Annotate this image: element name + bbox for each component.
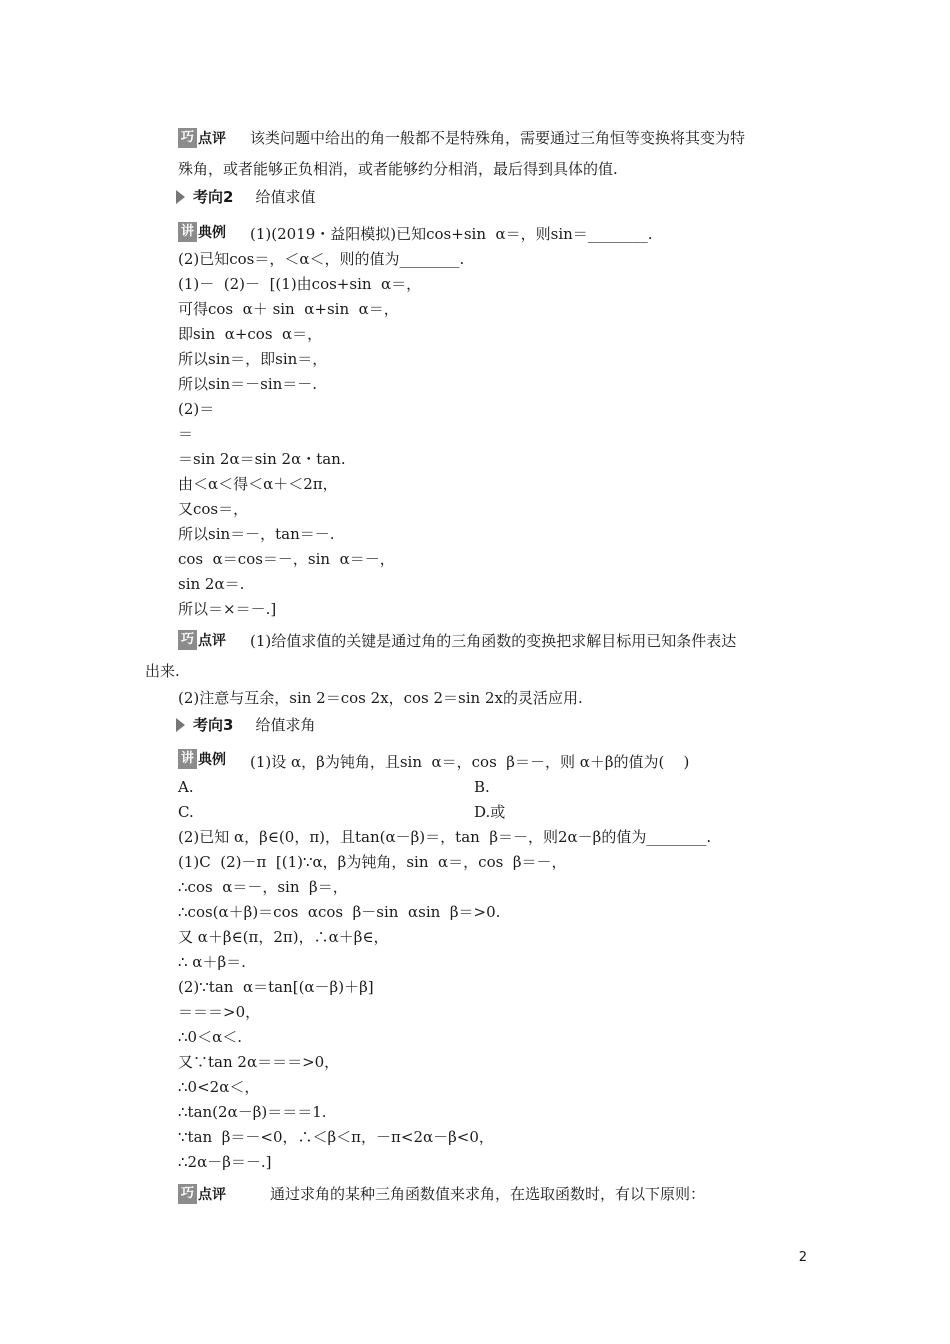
triangle-icon [176,718,185,732]
example3-solution-line: ∴0<2α＜， [178,1078,260,1096]
kaoxiang2-header [176,186,315,207]
example3-solution-line: ∴0＜α＜. [178,1028,242,1046]
dianping-rest: 点评 [198,633,227,649]
dianping-rest: 点评 [198,131,227,147]
example3-solution-line: ∴cos(α＋β)＝cos αcos β－sin αsin β＝>0. [178,903,501,921]
example2-solution-line: 可得cos α＋ sin α+sin α＝， [178,300,399,318]
example3-solution-line: 又 α＋β∈(π，2π)，∴α＋β∈， [178,928,389,946]
dianli-box: 讲 [178,749,197,769]
dianping-rest: 点评 [198,1187,227,1203]
example2-solution-line: (1)－ (2)－ [(1)由cos+sin α＝， [178,275,422,293]
example2-solution-line: 所以sin＝－sin＝－. [178,375,318,393]
dianping-label [178,128,226,148]
kaoxiang2-label: 考向2 [193,188,234,206]
review2-line3: (2)注意与互余，sin 2＝cos 2x，cos 2＝sin 2x的灵活应用. [178,689,583,707]
review2-line1: (1)给值求值的关键是通过角的三角函数的变换把求解目标用已知条件表达 [250,632,737,650]
option-b: B. [474,778,490,796]
triangle-icon [176,190,185,204]
review1-line2: 殊角，或者能够正负相消，或者能够约分相消，最后得到具体的值. [178,160,618,178]
example3-solution-line: 又∵tan 2α＝＝＝>0， [178,1053,340,1071]
example3-q1: (1)设 α，β为钝角，且sin α＝，cos β＝－，则 α＋β的值为( ) [250,753,690,771]
example2-solution-line: 所以＝×＝－.] [178,600,277,618]
example2-solution-line: sin 2α＝. [178,575,245,593]
option-a: A. [178,778,194,796]
dianli-label [178,749,226,769]
example3-solution-line: ∵tan β＝－<0，∴＜β＜π，－π<2α－β<0， [178,1128,494,1146]
example2-solution-line: 由＜α＜得＜α＋＜2π， [178,475,338,493]
example3-q2: (2)已知 α，β∈(0，π)，且tan(α－β)＝，tan β＝－，则2α－β的值为________. [178,828,712,846]
example2-solution-line: ＝sin 2α＝sin 2α・tan. [178,450,346,468]
option-d: D.或 [474,803,506,821]
review2-line2: 出来. [145,662,180,680]
example2-solution-line: ＝ [178,425,194,443]
dianli-rest: 典例 [198,225,227,241]
dianping-box: 巧 [178,630,197,650]
example2-solution-line: 所以sin＝，即sin＝， [178,350,328,368]
example3-solution-line: ∴cos α＝－，sin β＝， [178,878,348,896]
dianli-rest: 典例 [198,752,227,768]
kaoxiang3-header [176,714,315,735]
example3-solution-line: (1)C (2)－π [(1)∵α，β为钝角，sin α＝，cos β＝－， [178,853,567,871]
dianping-label [178,630,226,650]
example3-solution-line: ∴ α＋β＝. [178,953,246,971]
kaoxiang3-label: 考向3 [193,716,234,734]
example2-q2: (2)已知cos＝，＜α＜，则的值为________. [178,250,465,268]
page-number: 2 [798,1250,807,1265]
review1-line1: 该类问题中给出的角一般都不是特殊角，需要通过三角恒等变换将其变为特 [250,129,746,147]
dianping-box: 巧 [178,1184,197,1204]
option-c: C. [178,803,194,821]
dianli-box: 讲 [178,222,197,242]
review3-line1: 通过求角的某种三角函数值来求角，在选取函数时，有以下原则： [270,1185,706,1203]
example3-solution-line: ∴tan(2α－β)＝＝＝1. [178,1103,327,1121]
dianping-box: 巧 [178,128,197,148]
example3-solution-line: ∴2α－β＝－.] [178,1153,272,1171]
example2-solution-line: cos α＝cos＝－，sin α＝－， [178,550,395,568]
example2-q1: (1)(2019・益阳模拟)已知cos+sin α＝，则sin＝________. [250,225,653,243]
example2-solution-line: (2)＝ [178,400,215,418]
dianping-label [178,1184,226,1204]
example2-solution-line: 即sin α+cos α＝， [178,325,323,343]
dianli-label [178,222,226,242]
example3-solution-line: ＝＝＝>0， [178,1003,261,1021]
kaoxiang2-title: 给值求值 [255,188,316,206]
example3-solution-line: (2)∵tan α＝tan[(α－β)＋β] [178,978,374,996]
example2-solution-line: 又cos＝， [178,500,249,518]
example2-solution-line: 所以sin＝－，tan＝－. [178,525,335,543]
kaoxiang3-title: 给值求角 [255,716,316,734]
